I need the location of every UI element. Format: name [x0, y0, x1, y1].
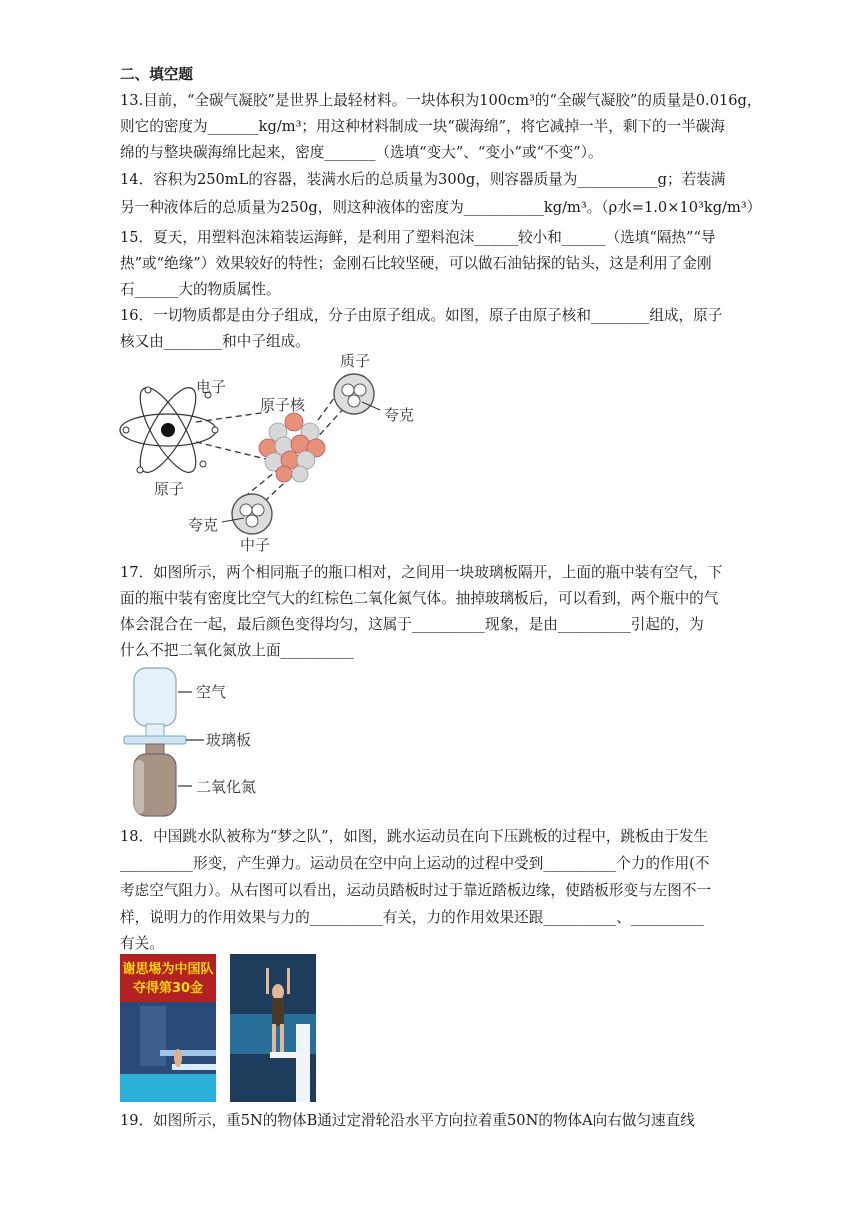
label-neutron: 中子 — [240, 536, 271, 554]
q18-line4: 样，说明力的作用效果与力的__________有关，力的作用效果还跟__________、__________ — [120, 909, 704, 926]
q13-line2: 则它的密度为_______kg/m³；用这种材料制成一块“碳海绵”，将它减掉一半，剩下的一半碳海 — [120, 118, 725, 135]
q17-line1: 17．如图所示，两个相同瓶子的瓶口相对，之间用一块玻璃板隔开，上面的瓶中装有空气，下 — [120, 564, 723, 581]
q15-line3: 石______大的物质属性。 — [120, 281, 281, 298]
diving-photos — [120, 954, 320, 1104]
label-proton: 质子 — [340, 352, 371, 370]
photo-caption-line1: 谢思埸为中国队 — [122, 962, 214, 977]
glass-plate-icon — [124, 736, 186, 744]
label-atom: 原子 — [154, 480, 185, 498]
nucleus-icon — [259, 413, 325, 482]
q18-line2: __________形变，产生弹力。运动员在空中向上运动的过程中受到__________个力的作用(不 — [120, 855, 710, 872]
q14-line1: 14．容积为250mL的容器，装满水后的总质量为300g，则容器质量为___________g；若装满 — [120, 171, 726, 188]
label-quark-bottom: 夸克 — [188, 516, 219, 534]
q17-line4: 什么不把二氧化氮放上面__________ — [120, 642, 354, 659]
q16-line1: 16．一切物质都是由分子组成，分子由原子组成。如图，原子由原子核和________组成，原子 — [120, 307, 723, 324]
no2-bottle-icon — [134, 744, 176, 816]
photo-caption-line2: 夺得第30金 — [132, 981, 204, 996]
diving-photo-left — [120, 954, 216, 1102]
q17-line2: 面的瓶中装有密度比空气大的红棕色二氧化氮气体。抽掉玻璃板后，可以看到，两个瓶中的气 — [120, 590, 719, 607]
neutron-icon — [222, 494, 272, 534]
q13-line1: 13.目前，“全碳气凝胶”是世界上最轻材料。一块体积为100cm³的“全碳气凝胶”的质量是0.016g， — [120, 92, 762, 109]
q15-line2: 热”或“绝缘”）效果较好的特性；金刚石比较坚硬，可以做石油钻探的钻头，这是利用了金刚 — [120, 255, 712, 272]
q16-line2: 核又由________和中子组成。 — [120, 333, 310, 350]
section-title: 二、填空题 — [120, 66, 193, 83]
q15-line1: 15．夏天，用塑料泡沫箱装运海鲜，是利用了塑料泡沫______较小和______（选填“隔热”“导 — [120, 229, 716, 246]
air-bottle-icon — [134, 668, 176, 736]
label-electron: 电子 — [196, 378, 227, 396]
label-nucleus: 原子核 — [260, 396, 306, 414]
diving-photo-right — [230, 954, 316, 1102]
q18-line1: 18．中国跳水队被称为“梦之队”，如图，跳水运动员在向下压跳板的过程中，跳板由于发生 — [120, 828, 709, 845]
q14-line2: 另一种液体后的总质量为250g，则这种液体的密度为___________kg/m³。（ρ水=1.0×10³kg/m³） — [120, 199, 762, 216]
label-quark-top: 夸克 — [384, 406, 415, 424]
q18-line5: 有关。 — [120, 935, 164, 952]
diffusion-bottles-figure — [118, 664, 278, 824]
label-glass-plate: 玻璃板 — [206, 731, 252, 749]
atom-structure-figure — [118, 350, 428, 560]
q17-line3: 体会混合在一起，最后颜色变得均匀，这属于__________现象，是由__________引起的，为 — [120, 616, 704, 633]
label-no2: 二氧化氮 — [196, 778, 257, 796]
q13-line3: 绵的与整块碳海绵比起来，密度_______（选填“变大”、“变小”或“不变”）。 — [120, 144, 603, 161]
label-air: 空气 — [196, 683, 227, 701]
proton-icon — [334, 374, 380, 414]
q18-line3: 考虑空气阻力）。从右图可以看出，运动员踏板时过于靠近踏板边缘，使踏板形变与左图不一 — [120, 882, 712, 899]
q19-line1: 19．如图所示，重5N的物体B通过定滑轮沿水平方向拉着重50N的物体A向右做匀速直线 — [120, 1112, 695, 1129]
